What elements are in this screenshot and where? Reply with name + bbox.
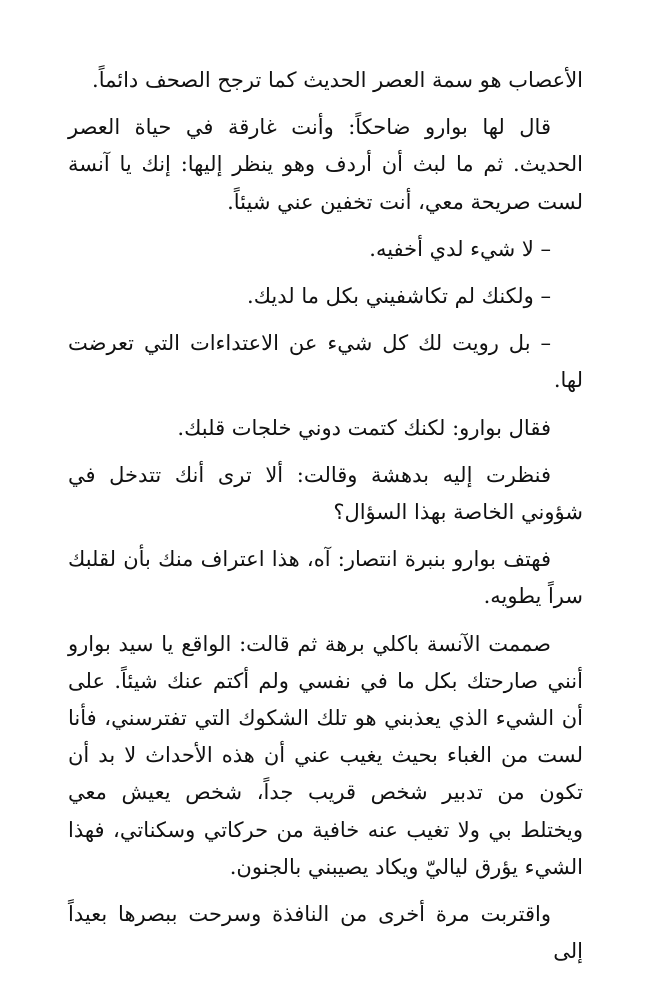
dialogue-line: – ولكنك لم تكاشفيني بكل ما لديك.	[247, 284, 551, 309]
paragraph: قال لها بوارو ضاحكاً: وأنت غارقة في حياة العصر الحديث. ثم ما لبث أن أردف وهو ينظر إليها: إنك يا آنسة لست صريحة معي، أنت تخفين عني شيئاً.	[68, 115, 583, 214]
paragraph: واقتربت مرة أخرى من النافذة وسرحت ببصرها بعيداً إلى	[68, 902, 583, 964]
dialogue-line: – لا شيء لدي أخفيه.	[369, 236, 551, 261]
paragraph: فهتف بوارو بنبرة انتصار: آه، هذا اعتراف منك بأن لقلبك سراً يطويه.	[68, 547, 583, 609]
dialogue-line: – بل رويت لك كل شيء عن الاعتداءات التي تعرضت لها.	[68, 331, 583, 393]
paragraph: صممت الآنسة باكلي برهة ثم قالت: الواقع يا سيد بوارو أنني صارحتك بكل ما في نفسي ولم أكتم عنك شيئاً. على أن الشيء الذي يعذبني هو تلك الشكوك التي تفترسني، فأنا لست من الغباء بحيث يغيب عني أن هذه الأحداث لا بد أن تكون من تدبير شخص قريب جداً، شخص يعيش معي ويختلط بي ولا تغيب عنه خافية من حركاتي وسكناتي، فهذا الشيء يؤرق لياليّ ويكاد يصيبني بالجنون.	[68, 631, 583, 879]
book-page	[68, 0, 583, 980]
paragraph: فقال بوارو: لكنك كتمت دوني خلجات قلبك.	[177, 415, 551, 440]
paragraph: فنظرت إليه بدهشة وقالت: ألا ترى أنك تتدخل في شؤوني الخاصة بهذا السؤال؟	[68, 462, 583, 525]
paragraph: الأعصاب هو سمة العصر الحديث كما ترجح الصحف دائماً.	[92, 68, 583, 92]
